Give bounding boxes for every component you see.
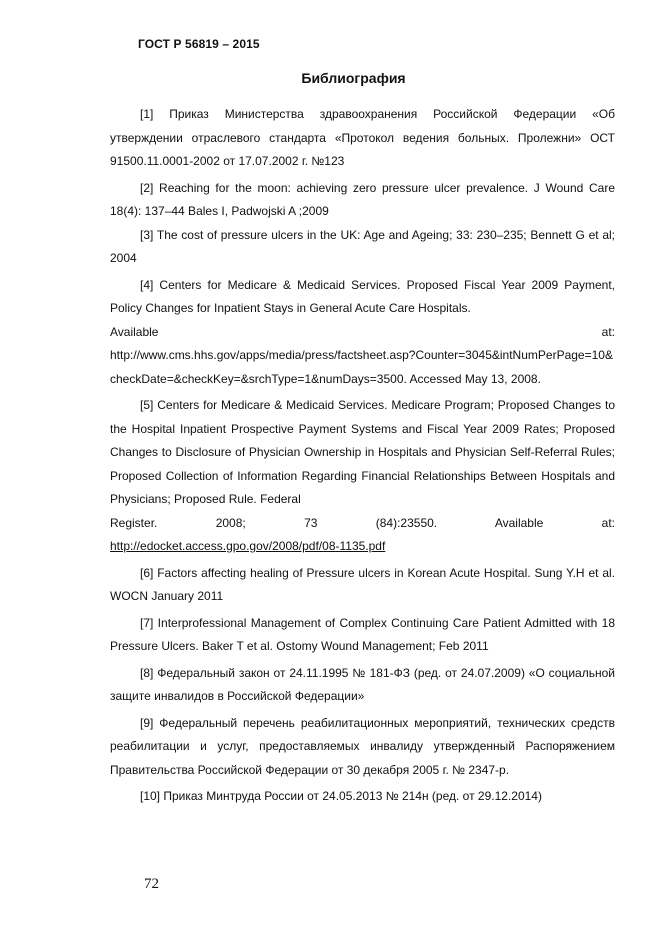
reference-6: [6] Factors affecting healing of Pressure ulcers in Korean Acute Hospital. Sung Y.H et al. WOCN January 2011: [110, 565, 615, 603]
reference-4-available: Available at:: [110, 324, 615, 339]
reference-5-link[interactable]: http://edocket.access.gpo.gov/2008/pdf/08-1135.pdf: [110, 539, 386, 553]
reference-3: [3] The cost of pressure ulcers in the UK: Age and Ageing; 33: 230–235; Bennett G et al; 2004: [110, 227, 615, 265]
reference-10: [10] Приказ Минтруда России от 24.05.2013 № 214н (ред. от 29.12.2014): [140, 789, 542, 803]
page-number: 72: [144, 876, 159, 892]
reference-9: [9] Федеральный перечень реабилитационных мероприятий, технических средств реабилитации и услуг, предоставляемых инвалиду утвержденный Распоряжением Правительства Российской Федерации от 30 декабря 2005 г. № 2347-р.: [110, 715, 615, 777]
standard-header: ГОСТ Р 56819 – 2015: [138, 37, 260, 51]
reference-1: [1] Приказ Министерства здравоохранения Российской Федерации «Об утверждении отраслевого стандарта «Протокол ведения больных. Пролежни» ОСТ 91500.11.0001-2002 от 17.07.2002 г. №123: [110, 107, 615, 168]
reference-5-text: [5] Centers for Medicare & Medicaid Services. Medicare Program; Proposed Changes to the Hospital Inpatient Prospective Payment Systems and Fiscal Year 2009 Rates; Proposed Changes to Disclosure of Physician Ownership in Hospitals and Physician Self-Referral Rules; Proposed Collection of Information Regarding Financial Relationships Between Hospitals and Physicians; Proposed Rule. Federal: [110, 398, 615, 506]
reference-4-url: http://www.cms.hhs.gov/apps/media/press/factsheet.asp?Counter=3045&intNumPerPage=10&checkDate=&checkKey=&srchType=1&numDays=3500.: [110, 348, 613, 386]
reference-8: [8] Федеральный закон от 24.11.1995 № 181-ФЗ (ред. от 24.07.2009) «О социальной защите инвалидов в Российской Федерации»: [110, 665, 615, 703]
reference-4: [110, 274, 615, 392]
reference-7: [7] Interprofessional Management of Complex Continuing Care Patient Admitted with 18 Pressure Ulcers. Baker T et al. Ostomy Wound Management; Feb 2011: [110, 615, 615, 653]
page-title: Библиография: [301, 70, 406, 86]
reference-4-text: [4] Centers for Medicare & Medicaid Services. Proposed Fiscal Year 2009 Payment, Policy Changes for Inpatient Stays in General Acute Care Hospitals.: [110, 277, 615, 315]
reference-4-accessed: Accessed May 13, 2008.: [409, 371, 541, 386]
bibliography-list: [110, 103, 615, 812]
reference-5: [110, 394, 615, 559]
reference-2: [2] Reaching for the moon: achieving zero pressure ulcer prevalence. J Wound Care 18(4): 137–44 Bales I, Padwojski A ;2009: [110, 180, 615, 218]
reference-5-register: Register. 2008; 73 (84):23550. Available at:: [110, 515, 615, 530]
